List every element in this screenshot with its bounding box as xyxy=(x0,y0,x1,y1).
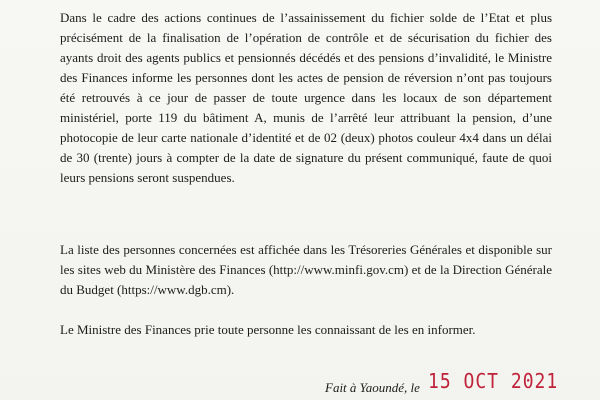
signature-place-line xyxy=(325,378,420,398)
paragraph-main-notice: Dans le cadre des actions continues de l’assainissement du fichier solde de l’Etat et plus précisément de la finalisation de l’opération de contrôle et de sécurisation du fichier des ayants droit des agents publics et pensionnés décédés et des pensions d’invalidité, le Ministre des Finances informe les personnes dont les actes de pension de réversion n’ont pas toujours été retrouvés à ce jour de passer de toute urgence dans les locaux de son département ministériel, porte 119 du bâtiment A, munis de l’arrêté leur attribuant la pension, d’une photocopie de leur carte nationale d’identité et de 02 (deux) photos couleur 4x4 dans un délai de 30 (trente) jours à compter de la date de signature du présent communiqué, faute de quoi leurs pensions seront suspendues. xyxy=(60,10,552,185)
paragraph-list-availability: La liste des personnes concernées est affichée dans les Trésoreries Générales et disponible sur les sites web du Ministère des Finances (http://www.minfi.gov.cm) et de la Direction Générale du Budget (https://www.dgb.cm). xyxy=(60,242,552,297)
date-stamp: 15 OCT 2021 xyxy=(428,369,559,394)
paragraph-closing-request: Le Ministre des Finances prie toute personne les connaissant de les en informer. xyxy=(60,322,476,337)
signature-place-text: Fait à Yaoundé, le xyxy=(325,380,420,395)
